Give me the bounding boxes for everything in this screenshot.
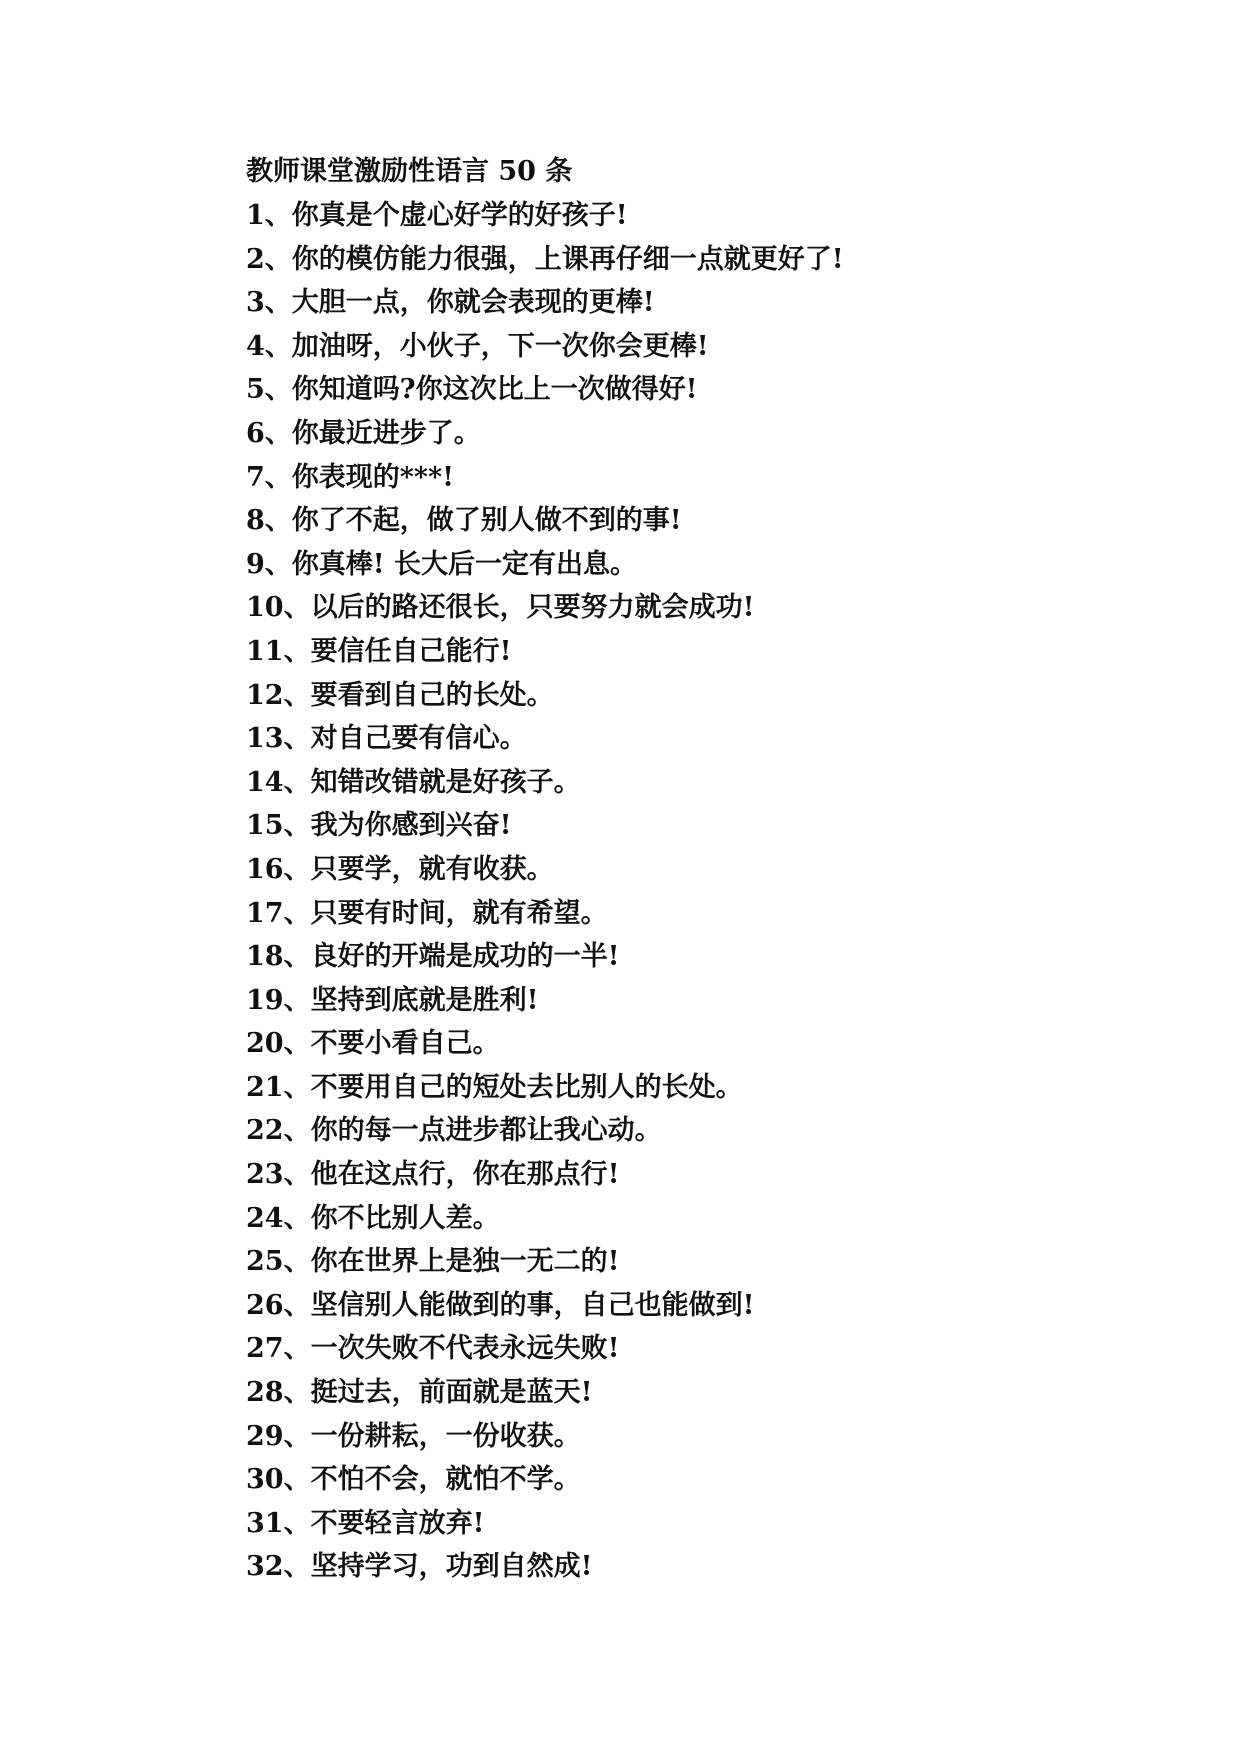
list-item: 10、以后的路还很长，只要努力就会成功! (246, 592, 755, 624)
list-item: 13、对自己要有信心。 (246, 723, 527, 755)
list-item: 5、你知道吗?你这次比上一次做得好! (246, 374, 698, 406)
list-item: 17、只要有时间，就有希望。 (246, 897, 608, 929)
list-item: 31、不要轻言放弃! (246, 1507, 485, 1539)
list-item: 22、你的每一点进步都让我心动。 (246, 1115, 662, 1147)
list-item: 16、只要学，就有收获。 (246, 853, 554, 885)
list-item: 2、你的模仿能力很强，上课再仔细一点就更好了! (246, 243, 844, 275)
list-item: 26、坚信别人能做到的事，自己也能做到! (246, 1289, 755, 1321)
list-item: 15、我为你感到兴奋! (246, 810, 512, 842)
list-item: 3、大胆一点，你就会表现的更棒! (246, 287, 655, 319)
list-item: 12、要看到自己的长处。 (246, 679, 554, 711)
list-item: 9、你真棒! 长大后一定有出息。 (246, 548, 638, 580)
list-item: 11、要信任自己能行! (246, 635, 512, 667)
list-item: 7、你表现的***! (246, 461, 454, 493)
list-item: 21、不要用自己的短处去比别人的长处。 (246, 1071, 743, 1103)
list-item: 14、知错改错就是好孩子。 (246, 766, 581, 798)
list-item: 32、坚持学习，功到自然成! (246, 1551, 593, 1583)
list-item: 27、一次失败不代表永远失败! (246, 1333, 620, 1365)
list-item: 23、他在这点行，你在那点行! (246, 1159, 620, 1191)
list-item: 19、坚持到底就是胜利! (246, 984, 539, 1016)
document-content (246, 150, 1146, 1589)
encouragement-list (246, 194, 1146, 1589)
list-item: 1、你真是个虚心好学的好孩子! (246, 200, 628, 231)
list-item: 4、加油呀，小伙子，下一次你会更棒! (246, 330, 709, 362)
document-title: 教师课堂激励性语言 50 条 (246, 156, 573, 187)
list-item: 8、你了不起，做了别人做不到的事! (246, 505, 682, 537)
list-item: 20、不要小看自己。 (246, 1028, 500, 1060)
list-item: 6、你最近进步了。 (246, 417, 481, 449)
list-item: 30、不怕不会，就怕不学。 (246, 1464, 581, 1496)
list-item: 24、你不比别人差。 (246, 1202, 500, 1234)
list-item: 28、挺过去，前面就是蓝天! (246, 1377, 593, 1409)
list-item: 29、一份耕耘，一份收获。 (246, 1420, 581, 1452)
list-item: 18、良好的开端是成功的一半! (246, 941, 620, 973)
list-item: 25、你在世界上是独一无二的! (246, 1246, 620, 1278)
